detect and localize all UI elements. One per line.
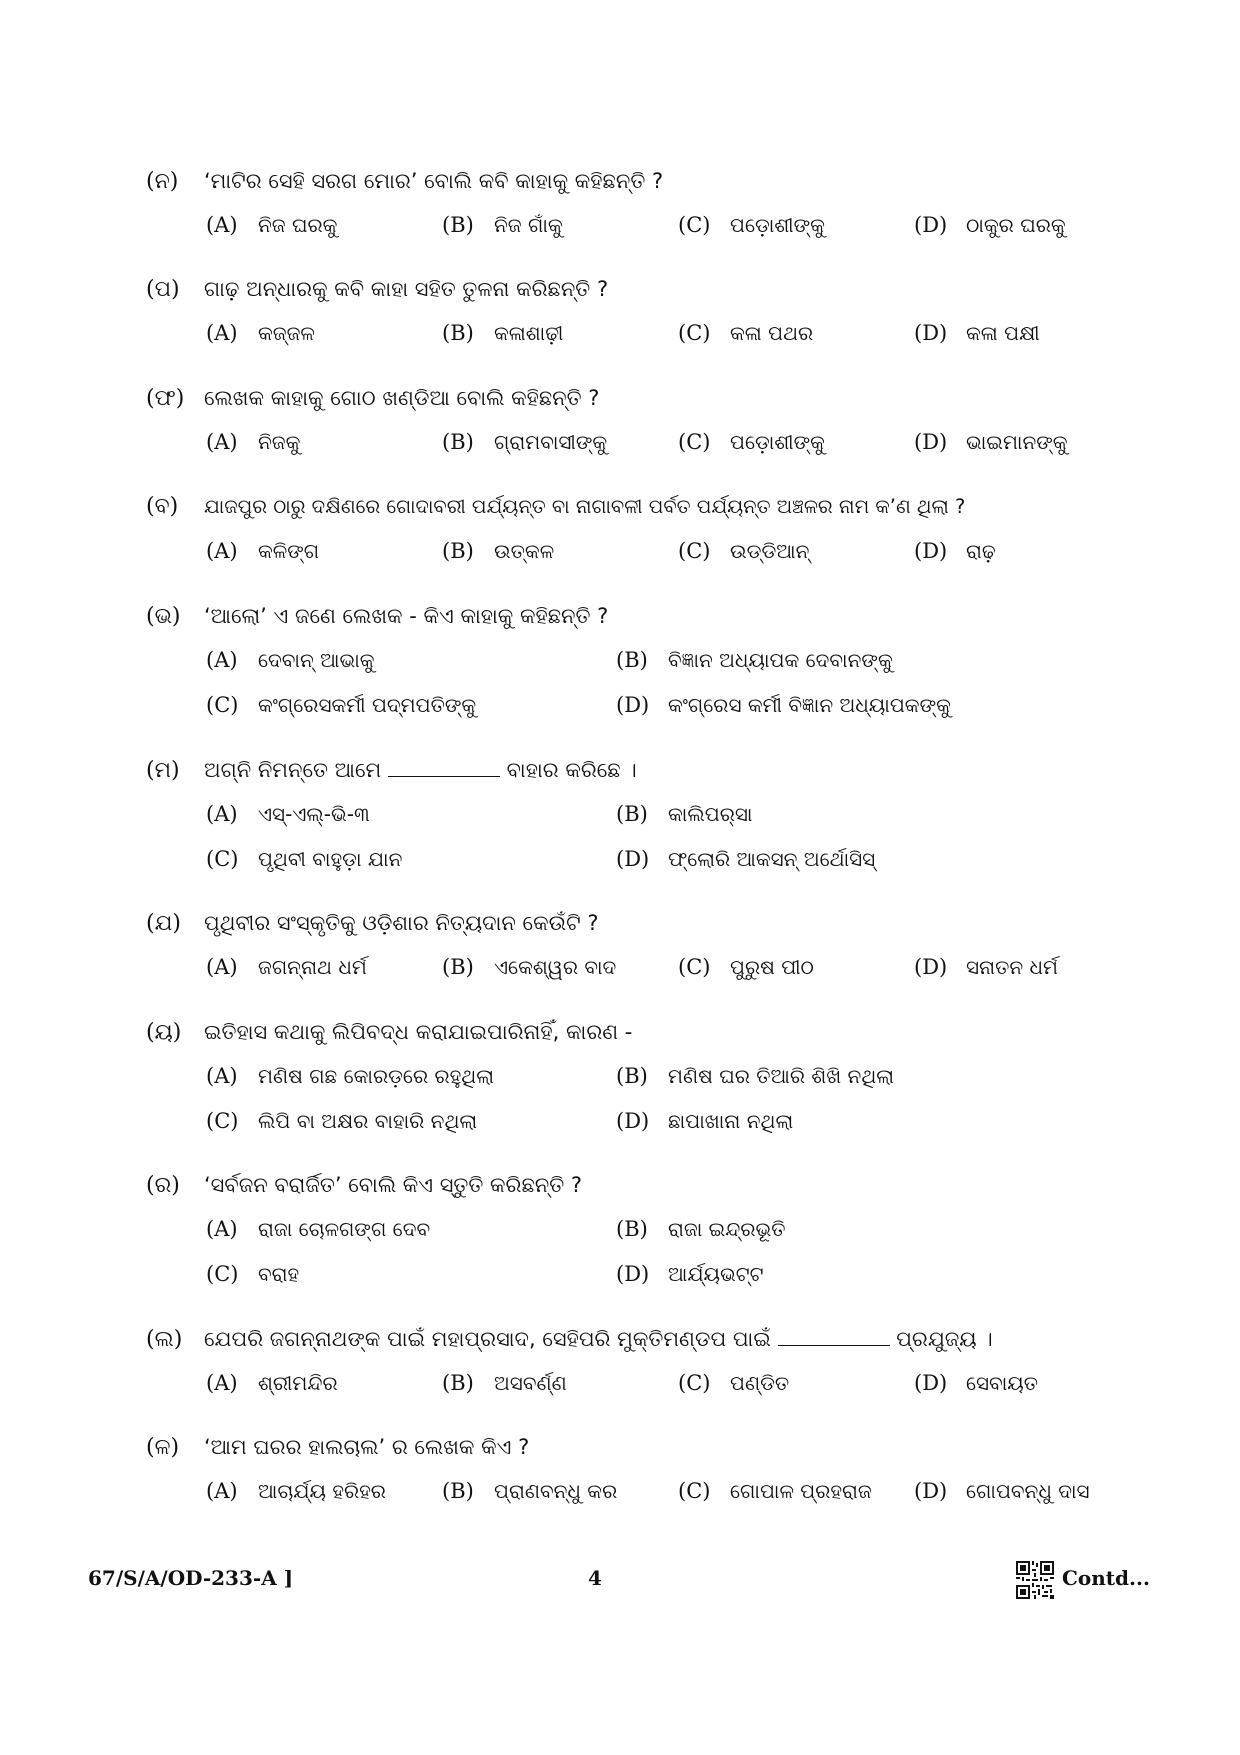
option-c: (C) ପୁରୁଷ ପୀଠ: [678, 955, 814, 979]
option-c: (C) ପଣ୍ଡିତ: [678, 1371, 790, 1395]
page-number: 4: [588, 1566, 602, 1590]
option-b: (B) ନିଜ ଗାଁକୁ: [442, 213, 563, 237]
option-c: (C) କଂଗ୍ରେସକର୍ମୀ ପଦ୍ମପତିଙ୍କୁ: [206, 693, 477, 717]
option-b: (B) ଗ୍ରାମବାସୀଙ୍କୁ: [442, 430, 608, 454]
option-a: (A) ଶ୍ରୀମନ୍ଦିର: [206, 1371, 338, 1395]
continued-label: Contd...: [1062, 1566, 1150, 1590]
option-d: (D) ସନାତନ ଧର୍ମ: [914, 955, 1059, 979]
option-a: (A) ନିଜକୁ: [206, 430, 301, 454]
question-label: (ୟ): [146, 1020, 182, 1045]
option-c: (C) ଉଡ୍‌ଡିଆନ୍: [678, 539, 810, 563]
option-d: (D) ଛାପାଖାନା ନଥିଲା: [616, 1109, 794, 1133]
option-a: (A) ମଣିଷ ଗଛ କୋରଡ଼ରେ ରହୁଥିଲା: [206, 1064, 495, 1088]
option-d: (D) ଗୋପବନ୍ଧୁ ଦାସ: [914, 1479, 1090, 1503]
option-a: (A) ନିଜ ଘରକୁ: [206, 213, 338, 237]
question-label: (ଭ): [146, 604, 181, 629]
option-c: (C) ବରାହ: [206, 1262, 300, 1286]
question-text: (ଭ) ‘ଆଲୋ’ ଏ ଜଣେ ଲେଖକ - କିଏ କାହାକୁ କହିଛନ୍ତି ?: [146, 601, 608, 632]
question-label: (ବ): [146, 494, 179, 519]
option-a: (A) ଦେବାନ୍ ଆଭାକୁ: [206, 648, 375, 672]
option-b: (B) ରାଜା ଇନ୍ଦ୍ରଭୂତି: [616, 1217, 786, 1241]
paper-code: 67/S/A/OD-233-A ]: [88, 1566, 294, 1590]
question-text: (ଯ) ପୃଥିବୀର ସଂସ୍କୃତିକୁ ଓଡ଼ିଶାର ନିତ୍ୟଦାନ କେଉଁଟି ?: [146, 908, 598, 939]
option-a: (A) ଜଗନ୍ନାଥ ଧର୍ମ: [206, 955, 367, 979]
question-label: (ନ): [146, 169, 179, 194]
option-d: (D) ସେବାୟତ: [914, 1371, 1039, 1395]
option-d: (D) ରାଢ଼: [914, 539, 996, 563]
answer-blank: [778, 1327, 890, 1346]
question-label: (ଲ): [146, 1327, 183, 1352]
option-d: (D) ଠାକୁର ଘରକୁ: [914, 213, 1066, 237]
option-c: (C) ପଡ଼ୋଶୀଙ୍କୁ: [678, 430, 825, 454]
question-text: (ପ) ଗାଢ଼ ଅନ୍ଧାରକୁ କବି କାହା ସହିତ ତୁଳନା କରିଛନ୍ତି ?: [146, 274, 608, 305]
option-b: (B) କାଲିପର୍‌ସା: [616, 802, 753, 826]
question-text: (ର) ‘ସର୍ବଜନ ବରାର୍ଜିତ’ ବୋଲି କିଏ ସ୍ତୁତି କରିଛନ୍ତି ?: [146, 1170, 582, 1201]
option-a: (A) ଆଚାର୍ଯ୍ୟ ହରିହର: [206, 1479, 386, 1503]
option-b: (B) ପ୍ରାଣବନ୍ଧୁ କର: [442, 1479, 618, 1503]
option-b: (B) ବିଜ୍ଞାନ ଅଧ୍ୟାପକ ଦେବାନଙ୍କୁ: [616, 648, 893, 672]
option-d: (D) କଳା ପକ୍ଷୀ: [914, 321, 1040, 345]
question-label: (ଯ): [146, 911, 181, 936]
option-c: (C) ଲିପି ବା ଅକ୍ଷର ବାହାରି ନଥିଲା: [206, 1109, 478, 1133]
option-b: (B) ଅସବର୍ଣ୍ଣ: [442, 1371, 567, 1395]
question-label: (ଳ): [146, 1435, 180, 1460]
option-d: (D) ଭାଇମାନଙ୍କୁ: [914, 430, 1068, 454]
question-text: (ଳ) ‘ଆମ ଘରର ହାଲଚାଲ’ ର ଲେଖକ କିଏ ?: [146, 1432, 529, 1463]
qr-code-icon: [1016, 1561, 1054, 1599]
question-label: (ପ): [146, 277, 180, 302]
option-b: (B) କଳାଶାଢ଼ୀ: [442, 321, 564, 345]
question-label: (ମ): [146, 758, 180, 783]
option-c: (C) ଗୋପାଳ ପ୍ରହରାଜ: [678, 1479, 872, 1503]
option-a: (A) ଏସ୍-ଏଲ୍-ଭି-୩: [206, 802, 370, 826]
question-text: (ୟ) ଇତିହାସ କଥାକୁ ଲିପିବଦ୍ଧ କରାଯାଇପାରିନାହିଁ, କାରଣ -: [146, 1017, 632, 1048]
option-d: (D) ଆର୍ଯ୍ୟଭଟ୍ଟ: [616, 1262, 764, 1286]
question-text: (ଫ) ଲେଖକ କାହାକୁ ଗୋଠ ଖଣ୍ଡିଆ ବୋଲି କହିଛନ୍ତି ?: [146, 383, 599, 414]
question-label: (ଫ): [146, 386, 185, 411]
question-text: (ନ) ‘ମାଟିର ସେହି ସରଗ ମୋର’ ବୋଲି କବି କାହାକୁ କହିଛନ୍ତି ?: [146, 166, 663, 197]
option-a: (A) ରାଜା ଚୋଳଗଙ୍ଗ ଦେବ: [206, 1217, 431, 1241]
option-a: (A) କଜ୍ଜଳ: [206, 321, 315, 345]
option-d: (D) ଫ୍ଲୋରି ଆକସନ୍ ଅର୍ଥୋସିସ୍: [616, 847, 876, 871]
answer-blank: [388, 758, 500, 777]
option-c: (C) ପୃଥିବୀ ବାହୁଡ଼ା ଯାନ: [206, 847, 403, 871]
question-text: (ମ) ଅଗ୍ନି ନିମନ୍ତେ ଆମେ ବାହାର କରିଛେ ।: [146, 755, 637, 786]
option-c: (C) କଳା ପଥର: [678, 321, 814, 345]
option-a: (A) କଳିଙ୍ଗ: [206, 539, 320, 563]
question-text: (ଲ) ଯେପରି ଜଗନ୍ନାଥଙ୍କ ପାଇଁ ମହାପ୍ରସାଦ, ସେହିପରି ମୁକ୍ତିମଣ୍ଡପ ପାଇଁ ପ୍ରଯୁଜ୍ୟ ।: [146, 1324, 993, 1355]
question-label: (ର): [146, 1173, 180, 1198]
option-b: (B) ଉତ୍କଳ: [442, 539, 555, 563]
option-b: (B) ଏକେଶ୍ୱର ବାଦ: [442, 955, 617, 979]
option-d: (D) କଂଗ୍ରେସ କର୍ମୀ ବିଜ୍ଞାନ ଅଧ୍ୟାପକଙ୍କୁ: [616, 693, 951, 717]
question-text: (ବ) ଯାଜପୁର ଠାରୁ ଦକ୍ଷିଣରେ ଗୋଦାବରୀ ପର୍ଯ୍ୟନ୍ତ ବା ନାଗାବଳୀ ପର୍ବତ ପର୍ଯ୍ୟନ୍ତ ଅଞ୍ଚଳର ନାମ କ’ଣ ଥିଲା ?: [146, 492, 965, 522]
option-c: (C) ପଡ଼ୋଶୀଙ୍କୁ: [678, 213, 825, 237]
option-b: (B) ମଣିଷ ଘର ତିଆରି ଶିଖି ନଥିଲା: [616, 1064, 895, 1088]
